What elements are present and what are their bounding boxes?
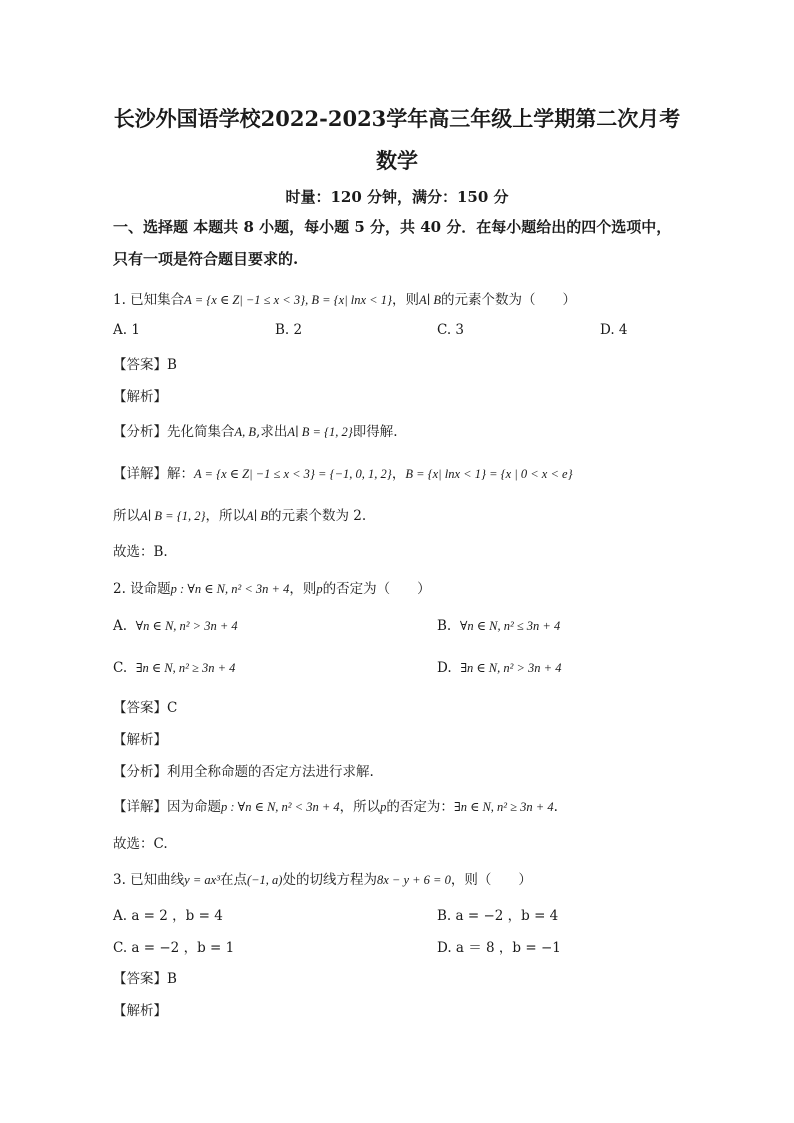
q1-conclusion xyxy=(113,504,366,524)
q2-stem xyxy=(113,577,431,597)
q1-fenxi-math1: A, B xyxy=(234,425,257,439)
q1-so-text: 所以 xyxy=(113,508,140,524)
q3-stem xyxy=(113,868,532,888)
q1-detail-math2: B = {x| lnx < 1} = {x | 0 < x < e} xyxy=(405,467,573,481)
q1-intersection-math: A∣ B xyxy=(419,293,442,307)
q1-so-math1: A∣ B = {1, 2} xyxy=(140,509,206,523)
q3-answer: 【答案】B xyxy=(113,971,177,987)
q1-fenxi-math2: A∣ B = {1, 2} xyxy=(287,425,353,439)
q3-option-a: A. a = 2 ，b = 4 xyxy=(113,908,223,924)
q1-stem xyxy=(113,288,576,308)
q2-detail-math1: p : ∀n ∈ N, n² < 3n + 4 xyxy=(221,800,340,814)
q3-analysis-label: 【解析】 xyxy=(113,1003,167,1019)
q2-option-c xyxy=(113,660,235,676)
q3-point-math: (−1, a) xyxy=(246,873,283,887)
subject-title: 数学 xyxy=(376,148,418,173)
q1-answer: 【答案】B xyxy=(113,357,177,373)
q2-detail-end: . xyxy=(553,799,558,815)
q1-detail xyxy=(113,462,573,482)
q2-option-d xyxy=(437,660,561,676)
q2-detail-math3: ∃n ∈ N, n² ≥ 3n + 4 xyxy=(453,800,554,814)
q1-fenxi-mid: ,求出 xyxy=(256,424,288,440)
q1-option-d: D. 4 xyxy=(600,322,628,338)
q3-stem-text: 3. 已知曲线 xyxy=(113,872,185,888)
q3-option-c: C. a = −2 ，b = 1 xyxy=(113,940,235,956)
q3-stem-mid2: 处的切线方程为 xyxy=(282,872,377,888)
q2-option-c-math: ∃n ∈ N, n² ≥ 3n + 4 xyxy=(135,661,236,675)
q2-option-b-math: ∀n ∈ N, n² ≤ 3n + 4 xyxy=(459,619,561,633)
q1-analysis-label: 【解析】 xyxy=(113,389,167,405)
q1-sets-math: A = {x ∈ Z| −1 ≤ x < 3}, B = {x| lnx < 1} xyxy=(184,293,392,307)
q2-option-a-label: A. xyxy=(113,618,128,634)
q3-tangent-math: 8x − y + 6 = 0 xyxy=(376,873,451,887)
q2-option-d-math: ∃n ∈ N, n² > 3n + 4 xyxy=(460,661,562,675)
section-heading-line2: 只有一项是符合题目要求的. xyxy=(113,250,299,268)
q2-stem-math: p : ∀n ∈ N, n² < 3n + 4 xyxy=(170,582,290,596)
q1-detail-sep: ， xyxy=(391,466,406,482)
q1-so-end: 的元素个数为 2. xyxy=(268,508,367,524)
q1-option-a: A. 1 xyxy=(113,322,140,338)
section-heading-line1: 一、选择题 本题共 8 小题，每小题 5 分，共 40 分．在每小题给出的四个选项中， xyxy=(113,218,672,236)
q2-option-a-math: ∀n ∈ N, n² > 3n + 4 xyxy=(135,619,238,633)
exam-meta: 时量：120 分钟，满分：150 分 xyxy=(285,188,509,206)
q2-option-a xyxy=(113,618,238,634)
q2-stem-mid: ，则 xyxy=(289,581,317,597)
q2-detail xyxy=(113,795,558,815)
q2-detail-math2: p xyxy=(380,800,387,814)
q1-so-math2: A∣ B xyxy=(245,509,269,523)
q1-detail-math1: A = {x ∈ Z| −1 ≤ x < 3} = {−1, 0, 1, 2} xyxy=(194,467,392,481)
q1-so-mid: ，所以 xyxy=(205,508,246,524)
q1-choose: 故选：B. xyxy=(113,544,168,560)
q2-option-c-label: C. xyxy=(113,660,128,676)
q2-stem-text: 2. 设命题 xyxy=(113,581,171,597)
q1-detail-text: 【详解】解： xyxy=(113,466,194,482)
q2-fenxi: 【分析】利用全称命题的否定方法进行求解. xyxy=(113,764,374,780)
q1-stem-end: 的元素个数为（ ） xyxy=(441,292,577,308)
q2-stem-math2: p xyxy=(316,582,323,596)
q1-fenxi xyxy=(113,420,398,440)
q2-option-b xyxy=(437,618,560,634)
q3-stem-end: ，则（ ） xyxy=(450,872,532,888)
q2-stem-end: 的否定为（ ） xyxy=(322,581,431,597)
q1-fenxi-end: 即得解. xyxy=(352,424,398,440)
q2-answer: 【答案】C xyxy=(113,700,178,716)
q3-curve-math: y = ax³ xyxy=(184,873,220,887)
q2-choose: 故选：C. xyxy=(113,836,168,852)
q1-stem-mid: ，则 xyxy=(392,292,419,308)
q2-analysis-label: 【解析】 xyxy=(113,732,167,748)
q1-option-c: C. 3 xyxy=(437,322,465,338)
q2-detail-mid2: 的否定为： xyxy=(386,799,454,815)
q1-stem-text: 1. 已知集合 xyxy=(113,292,185,308)
q3-option-d: D. a ＝ 8 ，b = −1 xyxy=(437,940,561,956)
page-title: 长沙外国语学校2022-2023学年高三年级上学期第二次月考 xyxy=(113,106,681,131)
q1-option-b: B. 2 xyxy=(275,322,303,338)
q2-option-b-label: B. xyxy=(437,618,452,634)
q2-detail-text: 【详解】因为命题 xyxy=(113,799,221,815)
q3-option-b: B. a = −2 ，b = 4 xyxy=(437,908,559,924)
q2-option-d-label: D. xyxy=(437,660,452,676)
q2-detail-mid: ，所以 xyxy=(339,799,381,815)
q3-stem-mid1: 在点 xyxy=(219,872,247,888)
q1-fenxi-text: 【分析】先化简集合 xyxy=(113,424,235,440)
